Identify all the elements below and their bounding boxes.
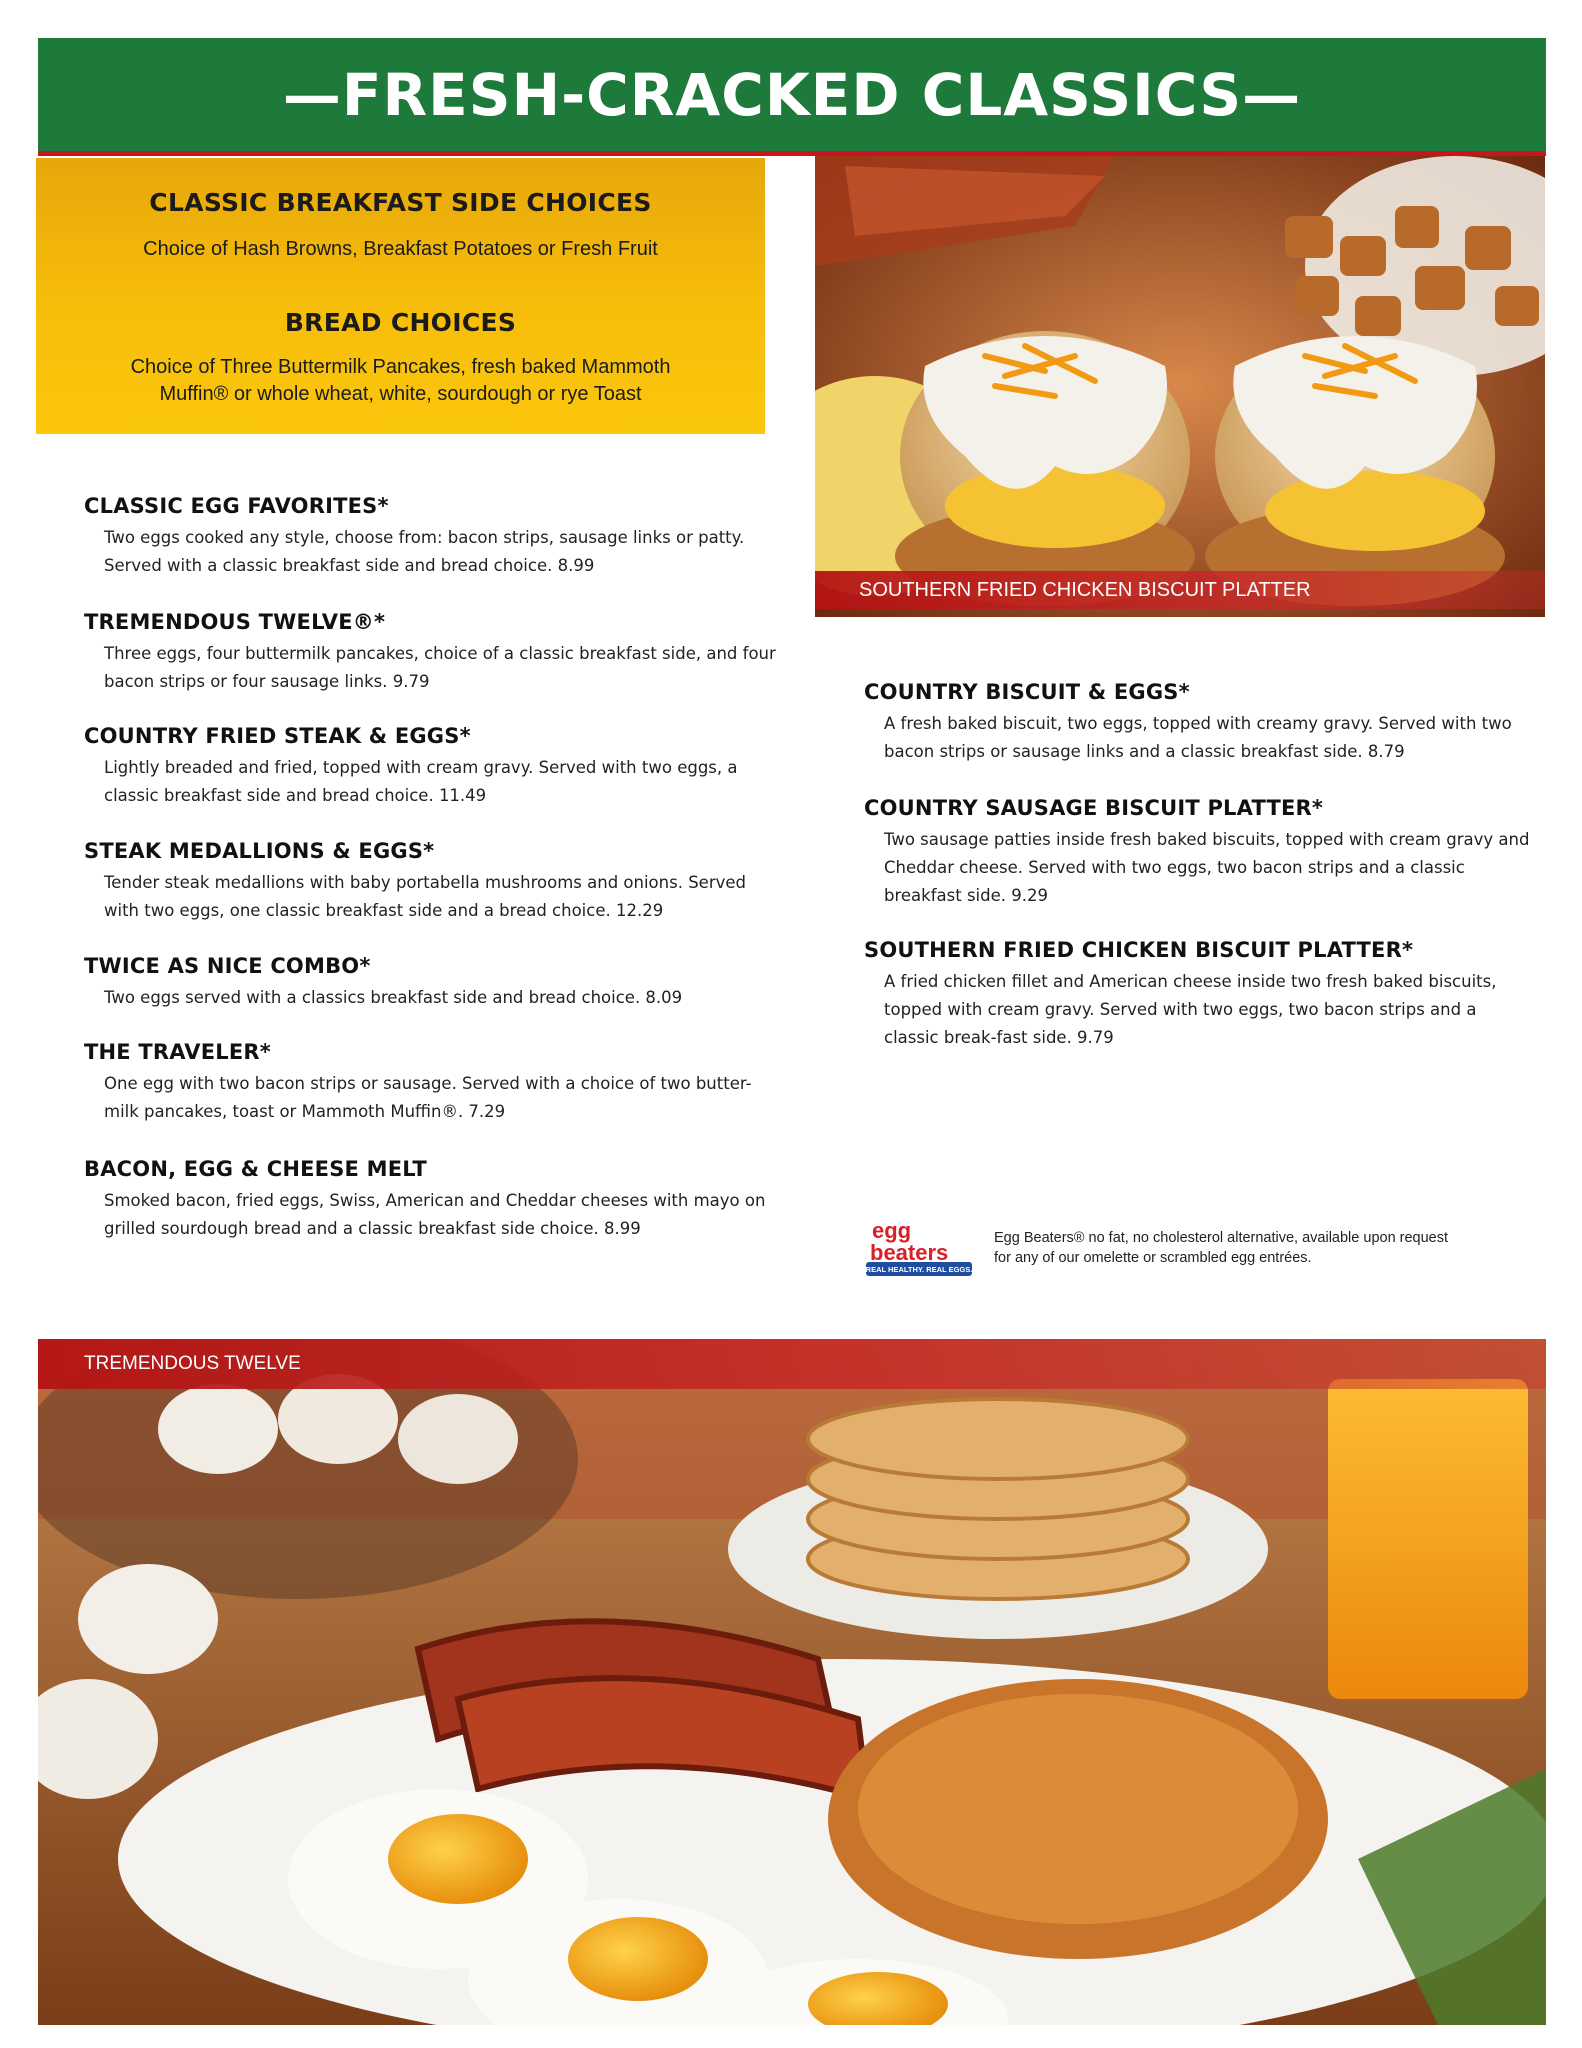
menu-item: [84, 1040, 784, 1126]
page-banner: [38, 38, 1546, 156]
egg-beaters-logo-line1: egg: [872, 1218, 912, 1243]
menu-item-desc: Lightly breaded and fried, topped with cream gravy. Served with two eggs, a classic breakfast side and bread choice. 11.49: [104, 758, 738, 805]
menu-item: [84, 1157, 784, 1243]
tremendous-twelve-illustration: [38, 1339, 1546, 2025]
menu-item-name: THE TRAVELER*: [84, 1040, 271, 1064]
menu-item-name: COUNTRY SAUSAGE BISCUIT PLATTER*: [864, 796, 1324, 820]
menu-item-desc: One egg with two bacon strips or sausage. Served with a choice of two butter-milk pancakes, toast or Mammoth Muffin®. 7.29: [104, 1074, 752, 1121]
side-choices-title: CLASSIC BREAKFAST SIDE CHOICES: [149, 188, 652, 217]
menu-item-desc: Smoked bacon, fried eggs, Swiss, American and Cheddar cheeses with mayo on grilled sourdough bread and a classic breakfast side choice. 8.99: [104, 1191, 766, 1238]
menu-item-desc: Two sausage patties inside fresh baked biscuits, topped with cream gravy and Cheddar cheese. Served with two eggs, two bacon strips and a classic breakfast side. 9.29: [884, 830, 1530, 905]
menu-item: [84, 494, 784, 580]
side-choices-text: Choice of Hash Browns, Breakfast Potatoes or Fresh Fruit: [143, 238, 658, 260]
menu-item: [84, 610, 784, 696]
menu-item-desc: Two eggs cooked any style, choose from: bacon strips, sausage links or patty. Served with a classic breakfast side and bread choice. 8.99: [104, 528, 745, 575]
menu-item: [84, 954, 784, 1012]
menu-item-name: TWICE AS NICE COMBO*: [84, 954, 371, 978]
menu-item-name: TREMENDOUS TWELVE®*: [84, 610, 386, 634]
menu-item: [864, 938, 1534, 1052]
tremendous-twelve-label: TREMENDOUS TWELVE: [38, 1339, 1546, 1389]
menu-item-name: COUNTRY FRIED STEAK & EGGS*: [84, 724, 471, 748]
egg-beaters-logo-tag: REAL HEALTHY. REAL EGGS.: [865, 1265, 973, 1274]
egg-beaters-logo: [864, 1218, 976, 1280]
menu-item-desc: Two eggs served with a classics breakfast side and bread choice. 8.09: [104, 988, 683, 1007]
bread-choices-text: Choice of Three Buttermilk Pancakes, fresh baked Mammoth Muffin® or whole wheat, white, sourdough or rye Toast: [130, 356, 671, 405]
tremendous-twelve-photo: [38, 1339, 1546, 2025]
menu-item: [84, 724, 784, 810]
menu-item-desc: Three eggs, four buttermilk pancakes, choice of a classic breakfast side, and four bacon strips or four sausage links. 9.79: [104, 644, 776, 691]
menu-item: [864, 796, 1534, 910]
egg-beaters-note: [864, 1214, 1464, 1286]
menu-item-name: COUNTRY BISCUIT & EGGS*: [864, 680, 1190, 704]
egg-beaters-text: Egg Beaters® no fat, no cholesterol alternative, available upon request for any of our omelette or scrambled egg entrées.: [994, 1230, 1449, 1266]
biscuit-platter-label: SOUTHERN FRIED CHICKEN BISCUIT PLATTER: [815, 571, 1545, 609]
bread-choices-title: BREAD CHOICES: [284, 308, 517, 337]
menu-item-desc: Tender steak medallions with baby portabella mushrooms and onions. Served with two eggs, one classic breakfast side and a bread choice. 12.29: [104, 873, 746, 920]
menu-item: [84, 839, 784, 925]
egg-beaters-logo-line2: beaters: [870, 1240, 949, 1265]
menu-item-desc: A fresh baked biscuit, two eggs, topped with creamy gravy. Served with two bacon strips or sausage links and a classic breakfast side. 8.79: [884, 714, 1512, 761]
menu-item-name: STEAK MEDALLIONS & EGGS*: [84, 839, 435, 863]
biscuit-platter-illustration: [815, 156, 1545, 617]
page-title: —FRESH-CRACKED CLASSICS—: [282, 60, 1302, 129]
choices-box: [36, 158, 765, 434]
menu-item-desc: A fried chicken fillet and American cheese inside two fresh baked biscuits, topped with cream gravy. Served with two eggs, two bacon strips and a classic break-fast side. 9.79: [884, 972, 1497, 1047]
menu-item-name: BACON, EGG & CHEESE MELT: [84, 1157, 427, 1181]
menu-item: [864, 680, 1534, 766]
menu-item-name: SOUTHERN FRIED CHICKEN BISCUIT PLATTER*: [864, 938, 1414, 962]
menu-item-name: CLASSIC EGG FAVORITES*: [84, 494, 389, 518]
biscuit-platter-photo: [815, 156, 1545, 617]
